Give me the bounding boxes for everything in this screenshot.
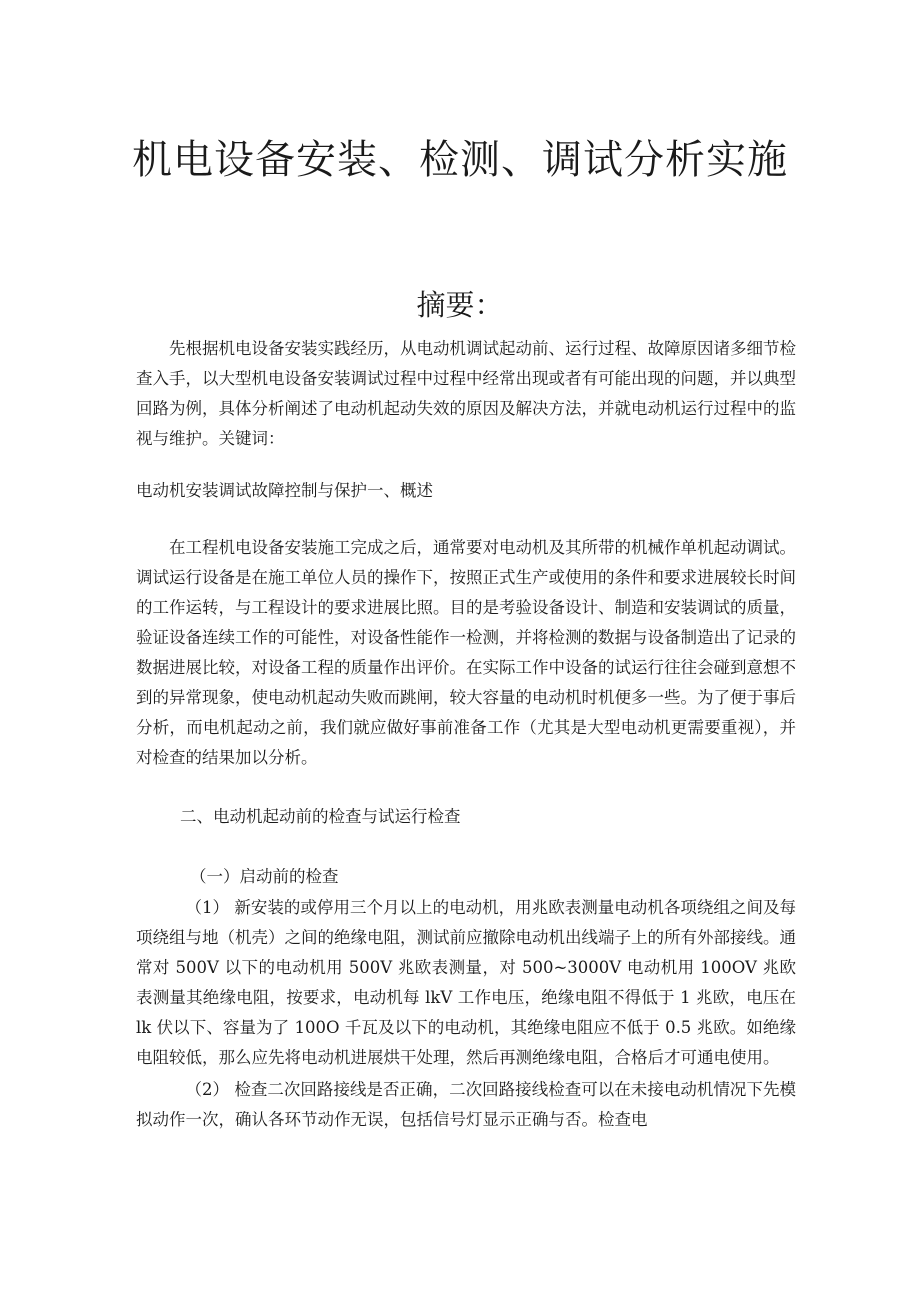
item-2-paragraph: （2） 检查二次回路接线是否正确，二次回路接线检查可以在未接电动机情况下先模拟动作一次，确认各环节动作无误，包括信号灯显示正确与否。检查电 xyxy=(136,1080,796,1129)
item-1-paragraph: （1） 新安装的或停用三个月以上的电动机，用兆欧表测量电动机各项绕组之间及每项绕组与地（机壳）之间的绝缘电阻，测试前应撤除电动机出线端子上的所有外部接线。通常对 500V 以下的电动机用 500V 兆欧表测量，对 500~3000V 电动机用 100OV 兆欧表测量其绝缘电阻，按要求，电动机每 lkV 工作电压，绝缘电阻不得低于 1 兆欧，电压在 lk 伏以下、容量为了 100O 千瓦及以下的电动机，其绝缘电阻应不低于 0.5 兆欧。如绝缘电阻较低，那么应先将电动机进展烘干处理，然后再测绝缘电阻，合格后才可通电使用。 xyxy=(136,898,796,1067)
document-title: 机电设备安装、检测、调试分析实施 xyxy=(132,137,788,183)
subsection-heading-1: （一）启动前的检查 xyxy=(190,867,339,886)
overview-paragraph: 在工程机电设备安装施工完成之后，通常要对电动机及其所带的机械作单机起动调试。调试运行设备是在施工单位人员的操作下，按照正式生产或使用的条件和要求进展较长时间的工作运转，与工程设计的要求进展比照。目的是考验设备设计、制造和安装调试的质量，验证设备连续工作的可能性，对设备性能作一检测，并将检测的数据与设备制造出了记录的数据进展比较，对设备工程的质量作出评价。在实际工作中设备的试运行往往会碰到意想不到的异常现象，使电动机起动失败而跳闸，较大容量的电动机时机便多一些。为了便于事后分析，而电机起动之前，我们就应做好事前准备工作（尤其是大型电动机更需要重视），并对检查的结果加以分析。 xyxy=(136,538,796,767)
abstract-paragraph: 先根据机电设备安装实践经历，从电动机调试起动前、运行过程、故障原因诸多细节检查入手，以大型机电设备安装调试过程中过程中经常出现或者有可能出现的问题，并以典型回路为例，具体分析阐述了电动机起动失效的原因及解决方法，并就电动机运行过程中的监视与维护。关键词： xyxy=(136,339,796,448)
keywords-line: 电动机安装调试故障控制与保护一、概述 xyxy=(136,481,433,500)
section-heading-2: 二、电动机起动前的检查与试运行检查 xyxy=(180,807,461,826)
abstract-heading: 摘要： xyxy=(416,288,504,322)
